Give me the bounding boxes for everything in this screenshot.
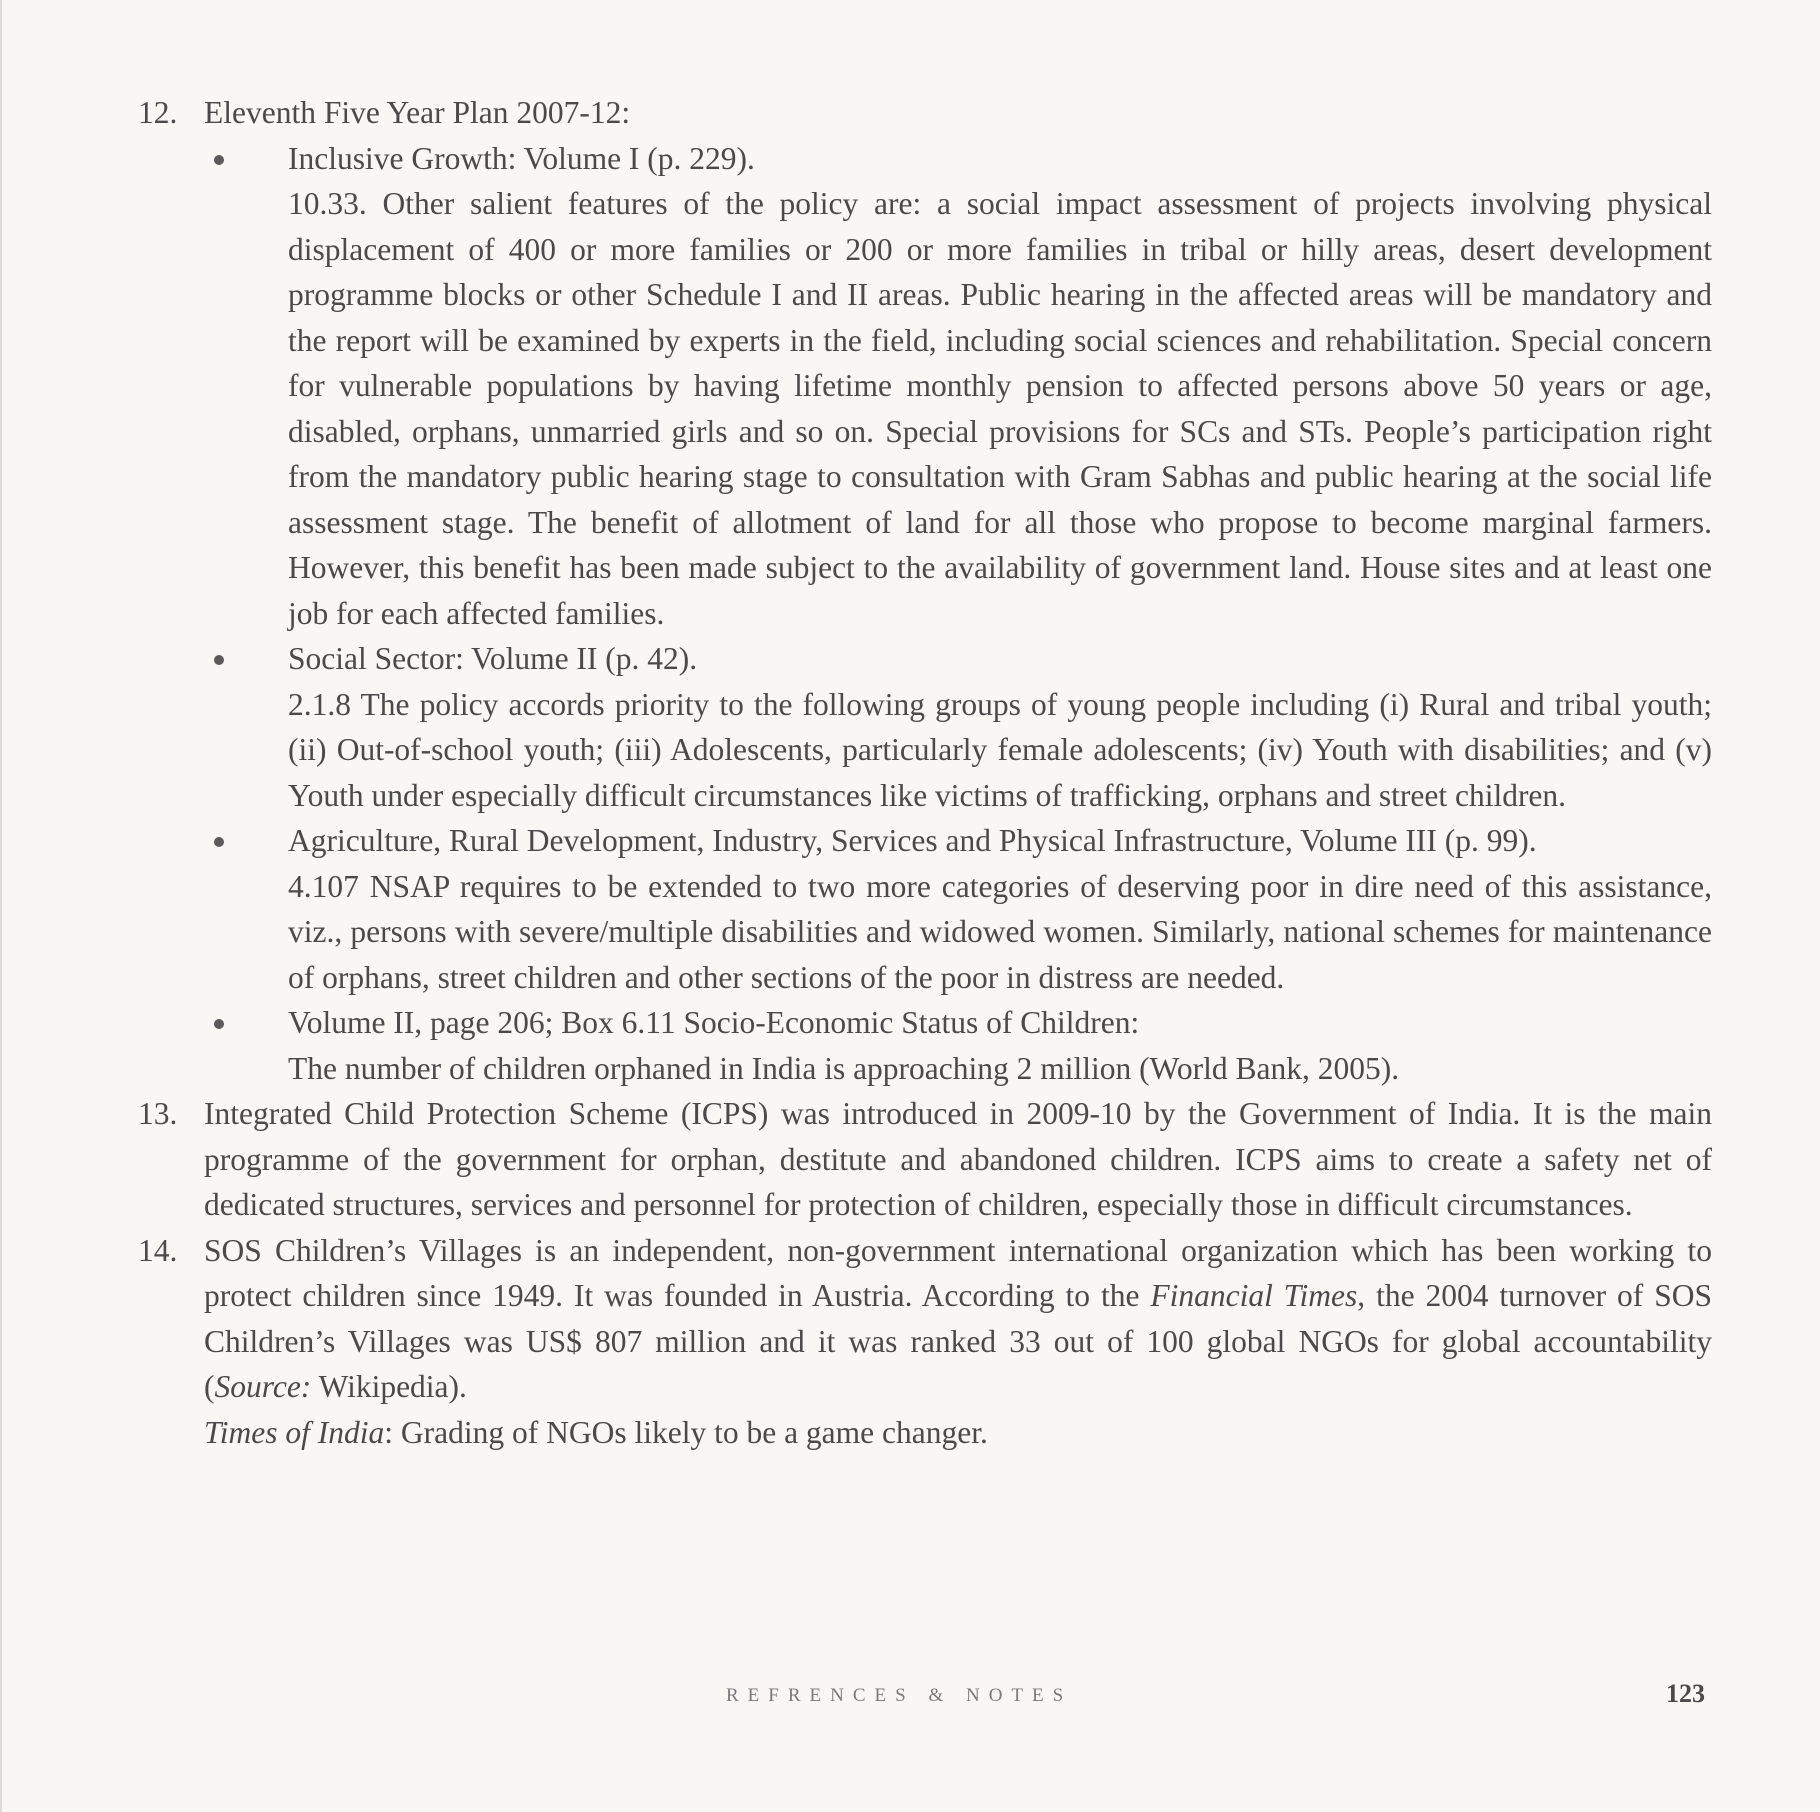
note-citation — [204, 1410, 1712, 1456]
bullet-text: The number of children orphaned in India is approaching 2 million (World Bank, 2005). — [288, 1050, 1400, 1086]
note-title: Eleventh Five Year Plan 2007-12: — [204, 95, 631, 130]
bullet-title: Social Sector: Volume II (p. 42). — [288, 641, 698, 676]
note-text: Integrated Child Protection Scheme (ICPS) was introduced in 2009-10 by the Government of India. It is the main programme of the government for orphan, destitute and abandoned children. ICPS aims to create a safety net of dedicated structures, services and personnel for protection of children, especially those in difficult circumstances. — [204, 1096, 1712, 1222]
bullet-item — [204, 818, 1712, 1000]
bullet-item — [204, 636, 1712, 818]
italic-publication: Financial Times — [1150, 1278, 1358, 1313]
bullet-icon — [214, 155, 224, 165]
italic-source-label: Source: — [214, 1369, 312, 1404]
bullet-text: 4.107 NSAP requires to be extended to two more categories of deserving poor in dire need of this assistance, viz., persons with severe/multiple disabilities and widowed women. Similarly, national schemes for maintenance of orphans, street children and other sections of the poor in distress are needed. — [288, 868, 1712, 995]
bullet-icon — [214, 655, 224, 665]
text-segment: Wikipedia). — [311, 1369, 467, 1404]
bullet-title: Inclusive Growth: Volume I (p. 229). — [288, 140, 755, 176]
bullet-text: 2.1.8 The policy accords priority to the following groups of young people including (i) Rural and tribal youth; (ii) Out-of-school youth; (iii) Adolescents, particularly female adolescents; (iv) Youth with disabilities; and (v) Youth under especially difficult circumstances like victims of trafficking, orphans and street children. — [288, 686, 1712, 813]
note-12 — [138, 90, 1712, 1091]
bullet-icon — [214, 837, 224, 847]
text-segment: : Grading of NGOs likely to be a game changer. — [384, 1414, 988, 1450]
page-number: 123 — [1666, 1679, 1705, 1708]
bullet-text: 10.33. Other salient features of the policy are: a social impact assessment of projects involving physical displacement of 400 or more families or 200 or more families in tribal or hilly areas, desert development programme blocks or other Schedule I and II areas. Public hearing in the affected areas will be mandatory and the report will be examined by experts in the field, including social sciences and rehabilitation. Special concern for vulnerable populations by having lifetime monthly pension to affected persons above 50 years or age, disabled, orphans, unmarried girls and so on. Special provisions for SCs and STs. People’s participation right from the mandatory public hearing stage to consultation with Gram Sabhas and public hearing at the social life assessment stage. The benefit of allotment of land for all those who propose to become marginal farmers. However, this benefit has been made subject to the availability of government land. House sites and at least one job for each affected families. — [288, 186, 1712, 631]
note-14 — [138, 1228, 1712, 1456]
note-number: 13. — [138, 1096, 178, 1131]
text-segment: SOS Children’s Villages is an independent, non-government international organization which has been working to protect children since 1949. It was founded in Austria. According to the — [204, 1232, 1712, 1313]
italic-publication: Times of India — [204, 1414, 385, 1450]
bullet-title: Volume II, page 206; Box 6.11 Socio-Economic Status of Children: — [288, 1005, 1140, 1040]
note-number: 12. — [138, 95, 178, 130]
bullet-item — [204, 1000, 1712, 1091]
bullet-title: Agriculture, Rural Development, Industry, Services and Physical Infrastructure, Volume III (p. 99). — [288, 823, 1537, 858]
note-13 — [138, 1091, 1712, 1228]
running-footer: REFRENCES & NOTES — [726, 1685, 1073, 1706]
text-segment: , the 2004 turnover of SOS Children’s Villages was US$ 807 million and it was ranked 33 out of 100 global NGOs for global accountability ( — [204, 1278, 1712, 1404]
note-number: 14. — [138, 1232, 178, 1268]
bullet-icon — [214, 1019, 224, 1029]
note-text — [204, 1228, 1712, 1410]
notes-list — [138, 90, 1712, 1455]
bullet-item — [204, 136, 1712, 637]
